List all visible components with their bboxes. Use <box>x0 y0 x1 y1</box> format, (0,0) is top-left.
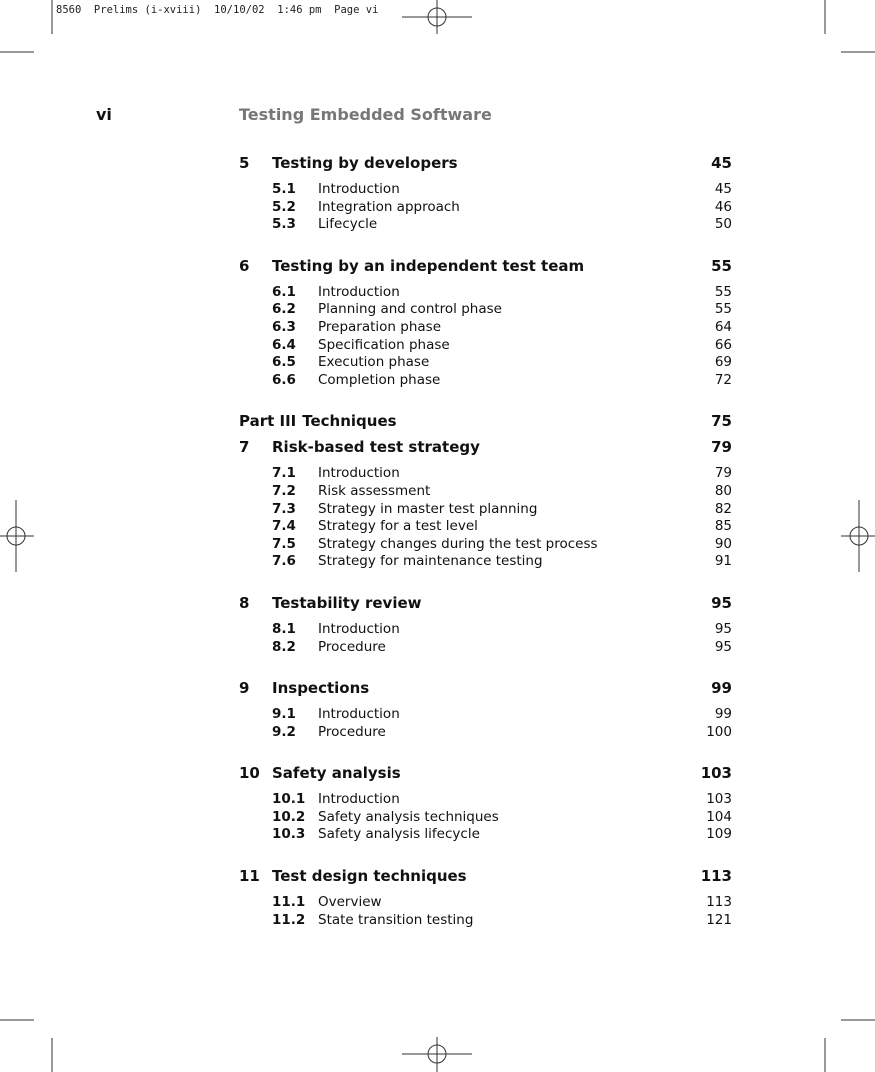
chapter-number: 7 <box>239 438 250 457</box>
section-title: Execution phase <box>318 354 430 371</box>
section-page: 103 <box>706 791 732 808</box>
section-page: 85 <box>714 518 732 535</box>
section-page: 45 <box>714 181 732 197</box>
section-entry <box>239 518 732 536</box>
section-page: 64 <box>714 318 732 335</box>
section-page: 46 <box>714 198 732 215</box>
section-page: 104 <box>706 808 732 825</box>
section-entry <box>239 894 732 912</box>
chapter-page: 103 <box>700 764 732 783</box>
page-folio: vi <box>96 105 112 124</box>
section-title: Planning and control phase <box>318 301 502 318</box>
section-entry <box>239 354 732 372</box>
section-number: 11.2 <box>272 911 306 928</box>
section-title: Strategy for a test level <box>318 518 478 535</box>
section-number: 6.1 <box>272 283 296 300</box>
section-title: Completion phase <box>318 371 441 388</box>
registration-mark-left <box>0 500 34 572</box>
section-page: 99 <box>714 706 732 723</box>
section-title: Introduction <box>318 620 400 637</box>
section-number: 10.3 <box>272 826 306 843</box>
section-entry <box>239 181 732 199</box>
section-title: Procedure <box>318 638 386 655</box>
section-title: Preparation phase <box>318 318 442 335</box>
section-page: 121 <box>706 911 732 928</box>
section-title: Safety analysis techniques <box>318 808 499 825</box>
section-title: State transition testing <box>318 911 474 928</box>
chapter-entry <box>239 154 732 234</box>
printer-slug: 8560 Prelims (i-xviii) 10/10/02 1:46 pm Page vi <box>56 4 379 16</box>
section-page: 50 <box>714 216 732 233</box>
section-entry <box>239 791 732 809</box>
section-title: Strategy for maintenance testing <box>318 553 543 570</box>
section-number: 5.2 <box>272 198 296 215</box>
section-title: Introduction <box>318 465 400 482</box>
section-number: 6.2 <box>272 301 296 318</box>
chapter-title: Testing by developers <box>272 154 458 172</box>
chapter-title: Safety analysis <box>272 764 401 783</box>
section-number: 5.3 <box>272 216 296 233</box>
chapter-entry <box>239 438 732 571</box>
section-page: 90 <box>714 535 732 552</box>
section-entry <box>239 621 732 639</box>
chapter-heading <box>239 154 732 172</box>
chapter-entry <box>239 594 732 656</box>
section-entry <box>239 826 732 844</box>
part-label: Part III <box>239 412 297 431</box>
section-entry <box>239 337 732 355</box>
chapter-entry <box>239 867 732 929</box>
section-title: Strategy changes during the test process <box>318 535 598 552</box>
section-number: 10.1 <box>272 791 306 808</box>
section-title: Safety analysis lifecycle <box>318 826 480 843</box>
section-entry <box>239 301 732 319</box>
section-number: 7.1 <box>272 465 296 482</box>
chapter-heading <box>239 679 732 697</box>
section-title: Strategy in master test planning <box>318 500 538 517</box>
section-page: 113 <box>706 894 732 911</box>
section-number: 5.1 <box>272 181 296 197</box>
section-page: 80 <box>714 482 732 499</box>
section-entry <box>239 536 732 554</box>
section-number: 6.4 <box>272 336 296 353</box>
registration-mark-bottom <box>402 1037 472 1072</box>
registration-mark-top <box>402 0 472 34</box>
registration-mark-right <box>841 500 875 572</box>
chapter-heading <box>239 867 732 885</box>
section-page: 79 <box>714 465 732 482</box>
section-page: 72 <box>714 371 732 388</box>
chapter-page: 45 <box>711 154 732 172</box>
section-page: 109 <box>706 826 732 843</box>
chapter-entry <box>239 679 732 741</box>
section-number: 11.1 <box>272 894 306 911</box>
section-page: 82 <box>714 500 732 517</box>
section-title: Introduction <box>318 706 400 723</box>
section-title: Introduction <box>318 181 400 197</box>
section-page: 95 <box>714 638 732 655</box>
chapter-page: 95 <box>711 593 732 612</box>
chapter-heading <box>239 438 732 456</box>
section-number: 7.4 <box>272 518 296 535</box>
section-entry <box>239 639 732 657</box>
section-number: 7.3 <box>272 500 296 517</box>
chapter-title: Testability review <box>272 593 422 612</box>
section-number: 8.2 <box>272 638 296 655</box>
section-number: 7.2 <box>272 482 296 499</box>
section-page: 66 <box>714 336 732 353</box>
chapter-title: Testing by an independent test team <box>272 256 585 275</box>
section-number: 7.6 <box>272 553 296 570</box>
chapter-page: 79 <box>711 438 732 457</box>
section-number: 6.5 <box>272 354 296 371</box>
section-number: 7.5 <box>272 535 296 552</box>
chapter-page: 99 <box>711 679 732 698</box>
section-entry <box>239 199 732 217</box>
chapter-number: 9 <box>239 679 250 698</box>
section-title: Overview <box>318 894 382 911</box>
section-page: 95 <box>714 620 732 637</box>
section-entry <box>239 284 732 302</box>
chapter-page: 55 <box>711 256 732 275</box>
part-page: 75 <box>711 412 732 431</box>
section-title: Specification phase <box>318 336 450 353</box>
section-number: 6.6 <box>272 371 296 388</box>
section-entry <box>239 483 732 501</box>
section-page: 55 <box>714 283 732 300</box>
chapter-title: Inspections <box>272 679 370 698</box>
section-entry <box>239 724 732 742</box>
section-number: 6.3 <box>272 318 296 335</box>
chapters-group-a <box>239 154 732 389</box>
section-number: 9.2 <box>272 723 296 740</box>
chapter-title: Test design techniques <box>272 867 467 886</box>
section-number: 10.2 <box>272 808 306 825</box>
section-entry <box>239 501 732 519</box>
section-title: Integration approach <box>318 198 460 215</box>
section-title: Introduction <box>318 791 400 808</box>
section-entry <box>239 706 732 724</box>
chapter-number: 11 <box>239 867 260 886</box>
chapter-title: Risk-based test strategy <box>272 438 480 457</box>
section-entry <box>239 912 732 930</box>
section-page: 91 <box>714 553 732 570</box>
section-page: 69 <box>714 354 732 371</box>
chapter-number: 5 <box>239 154 250 172</box>
section-title: Lifecycle <box>318 216 378 233</box>
section-number: 8.1 <box>272 620 296 637</box>
chapters-group-b <box>239 438 732 929</box>
chapter-number: 8 <box>239 593 250 612</box>
part-heading <box>239 412 732 430</box>
running-title: Testing Embedded Software <box>239 105 492 124</box>
section-entry <box>239 372 732 390</box>
section-entry <box>239 465 732 483</box>
section-title: Procedure <box>318 723 386 740</box>
section-entry <box>239 553 732 571</box>
chapter-page: 113 <box>700 867 732 886</box>
chapter-heading <box>239 764 732 782</box>
section-title: Introduction <box>318 283 400 300</box>
part-title: Techniques <box>302 412 397 431</box>
section-entry <box>239 809 732 827</box>
section-entry <box>239 319 732 337</box>
section-page: 55 <box>714 301 732 318</box>
section-number: 9.1 <box>272 706 296 723</box>
table-of-contents <box>239 154 732 952</box>
section-title: Risk assessment <box>318 482 431 499</box>
section-entry <box>239 216 732 234</box>
section-page: 100 <box>706 723 732 740</box>
chapter-heading <box>239 257 732 275</box>
chapter-heading <box>239 594 732 612</box>
chapter-number: 6 <box>239 256 250 275</box>
chapter-entry <box>239 257 732 390</box>
chapter-number: 10 <box>239 764 260 783</box>
chapter-entry <box>239 764 732 844</box>
